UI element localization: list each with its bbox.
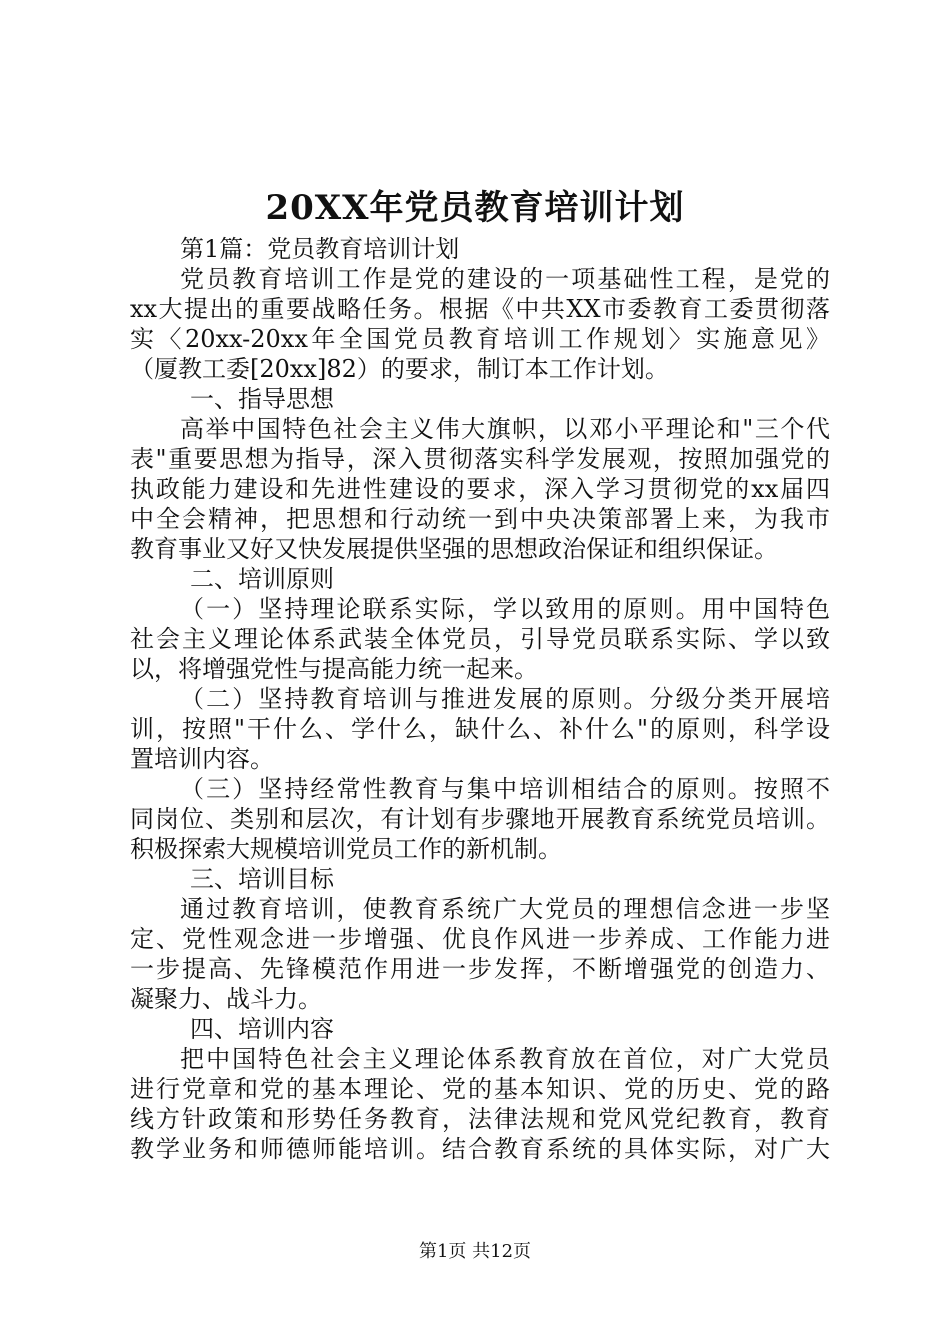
text-line: 三、培训目标 [190,865,334,893]
text-line: 第1篇：党员教育培训计划 [180,235,460,263]
text-line: 党员教育培训工作是党的建设的一项基础性工程，是党的 [180,265,830,293]
text-line: 同岗位、类别和层次，有计划有步骤地开展教育系统党员培训。 [130,805,830,833]
text-line: （一）坚持理论联系实际，学以致用的原则。用中国特色 [180,595,830,623]
text-line: 训，按照"干什么、学什么，缺什么、补什么"的原则，科学设 [130,715,830,743]
text-line: 置培训内容。 [130,745,274,773]
text-line: 教学业务和师德师能培训。结合教育系统的具体实际，对广大 [130,1135,830,1163]
text-line: 高举中国特色社会主义伟大旗帜，以邓小平理论和"三个代 [180,415,830,443]
text-line: 一步提高、先锋模范作用进一步发挥，不断增强党的创造力、 [130,955,830,983]
document-title: 20XX年党员教育培训计划 [265,188,685,228]
text-line: 通过教育培训，使教育系统广大党员的理想信念进一步坚 [180,895,830,923]
text-line: 社会主义理论体系武装全体党员，引导党员联系实际、学以致 [130,625,830,653]
text-line: 进行党章和党的基本理论、党的基本知识、党的历史、党的路 [130,1075,830,1103]
text-line: 线方针政策和形势任务教育，法律法规和党风党纪教育，教育 [130,1105,830,1133]
text-line: 执政能力建设和先进性建设的要求，深入学习贯彻党的xx届四 [130,475,830,503]
text-line: 二、培训原则 [190,565,334,593]
text-line: xx大提出的重要战略任务。根据《中共XX市委教育工委贯彻落 [130,295,830,323]
text-line: 一、指导思想 [190,385,334,413]
document-body [130,234,830,1164]
text-line: 定、党性观念进一步增强、优良作风进一步养成、工作能力进 [130,925,830,953]
text-line: 以，将增强党性与提高能力统一起来。 [130,655,538,683]
text-line: 中全会精神，把思想和行动统一到中央决策部署上来，为我市 [130,505,830,533]
text-line: （三）坚持经常性教育与集中培训相结合的原则。按照不 [180,775,830,803]
text-line: 表"重要思想为指导，深入贯彻落实科学发展观，按照加强党的 [130,445,830,473]
text-line: 把中国特色社会主义理论体系教育放在首位，对广大党员 [180,1045,830,1073]
text-line: 凝聚力、战斗力。 [130,985,322,1013]
text-line: （厦教工委[20xx]82）的要求，制订本工作计划。 [130,355,669,383]
text-line: 积极探索大规模培训党员工作的新机制。 [130,835,562,863]
page-footer: 第1页 共12页 [418,1241,532,1262]
text-line: （二）坚持教育培训与推进发展的原则。分级分类开展培 [180,685,830,713]
text-line: 教育事业又好又快发展提供坚强的思想政治保证和组织保证。 [130,535,778,563]
text-line: 四、培训内容 [190,1015,334,1043]
text-line: 实〈20xx-20xx年全国党员教育培训工作规划〉实施意见》 [130,325,830,353]
